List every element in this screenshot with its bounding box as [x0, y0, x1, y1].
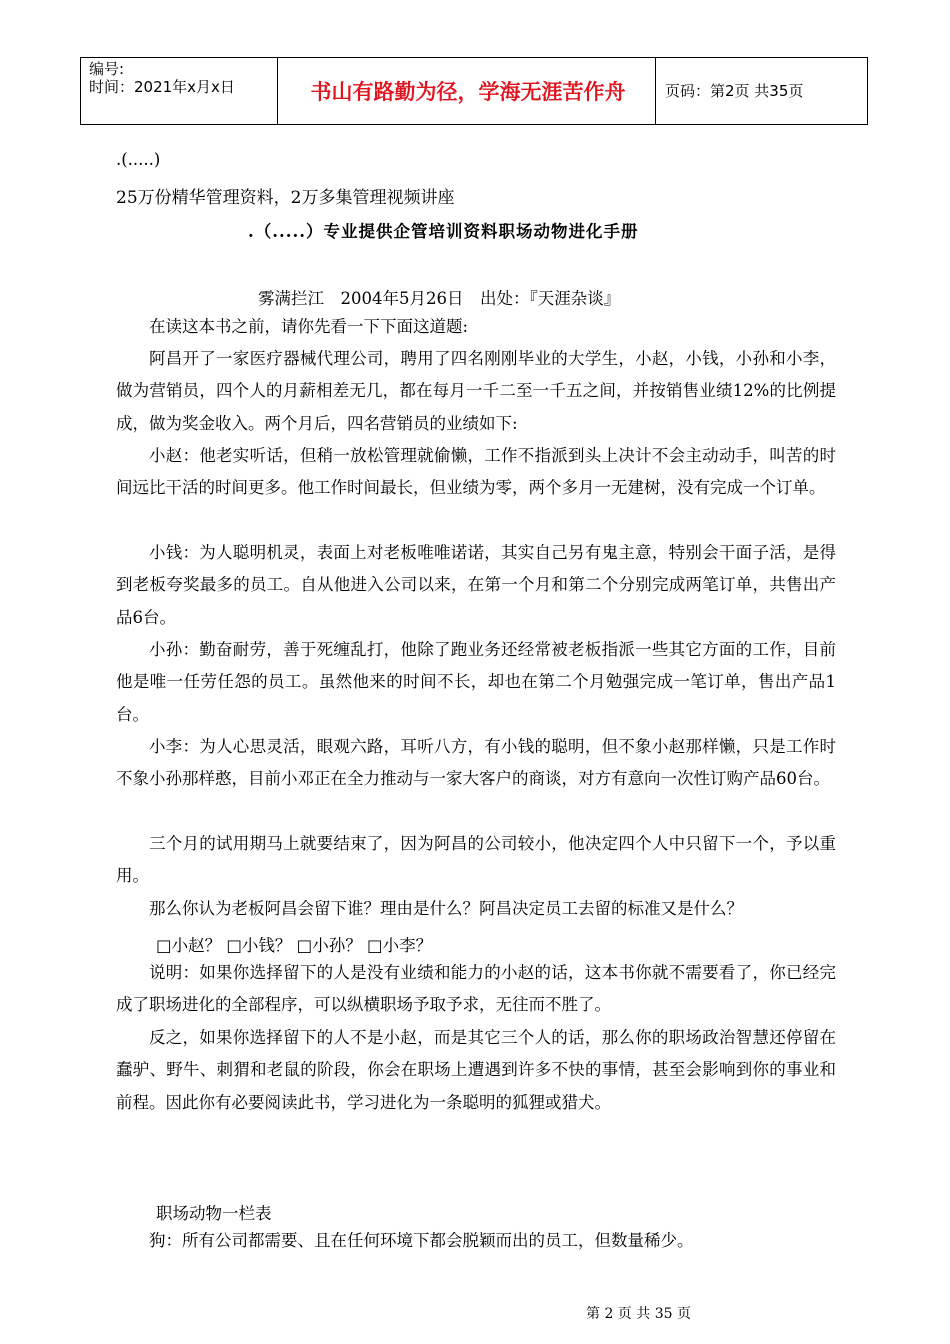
dots-line: .(.....) — [116, 150, 161, 169]
header-motto: 书山有路勤为径，学海无涯苦作舟 — [310, 80, 626, 104]
paragraph-xiao-qian: 小钱：为人聪明机灵，表面上对老板唯唯诺诺，其实自己另有鬼主意，特别会干面子活，是得到老板夸奖最多的员工。自从他进入公司以来，在第一个月和第二个分别完成两笔订单，共售出产品6台。 — [116, 543, 836, 627]
paragraph-intro: 在读这本书之前，请你先看一下下面这道题: — [149, 317, 469, 336]
section-heading-animal-list: 职场动物一栏表 — [156, 1204, 272, 1223]
time-label: 时间：2021年x月x日 — [89, 78, 235, 96]
paragraph-explanation: 说明：如果你选择留下的人是没有业绩和能力的小赵的话，这本书你就不需要看了，你已经完成了职场进化的全部程序，可以纵横职场予取予求，无往而不胜了。 — [116, 963, 836, 1015]
serial-label: 编号: — [89, 60, 125, 78]
header-divider — [655, 58, 656, 124]
paragraph-question: 那么你认为老板阿昌会留下谁？理由是什么？阿昌决定员工去留的标准又是什么？ — [149, 899, 743, 918]
promo-line: 25万份精华管理资料，2万多集管理视频讲座 — [116, 188, 455, 208]
page-footer: 第 2 页 共 35 页 — [586, 1306, 691, 1322]
header-divider — [277, 58, 278, 124]
document-title: .（.....）专业提供企管培训资料职场动物进化手册 — [248, 222, 639, 241]
paragraph-xiao-li: 小李：为人心思灵活，眼观六路，耳听八方，有小钱的聪明，但不象小赵那样懒，只是工作时不象小孙那样憨，目前小邓正在全力推动与一家大客户的商谈，对方有意向一次性订购产品60台。 — [116, 737, 836, 789]
byline: 雾满拦江 2004年5月26日 出处：『天涯杂谈』 — [258, 289, 621, 308]
header-left-cell — [89, 60, 235, 96]
choice-options: □小赵？ □小钱？ □小孙？ □小李？ — [156, 936, 433, 955]
paragraph-xiao-sun: 小孙：勤奋耐劳，善于死缠乱打，他除了跑业务还经常被老板指派一些其它方面的工作，目前他是唯一任劳任怨的员工。虽然他来的时间不长，却也在第二个月勉强完成一笔订单，售出产品1台。 — [116, 640, 836, 724]
header-table — [80, 57, 868, 125]
paragraph-scenario: 阿昌开了一家医疗器械代理公司，聘用了四名刚刚毕业的大学生，小赵，小钱，小孙和小李，做为营销员，四个人的月薪相差无几，都在每月一千二至一千五之间，并按销售业绩12%的比例提成，做为奖金收入。两个月后，四名营销员的业绩如下: — [116, 349, 836, 433]
paragraph-xiao-zhao: 小赵：他老实听话，但稍一放松管理就偷懒，工作不指派到头上决计不会主动动手，叫苦的时间远比干活的时间更多。他工作时间最长，但业绩为零，两个多月一无建树，没有完成一个订单。 — [116, 446, 836, 498]
paragraph-trial-period: 三个月的试用期马上就要结束了，因为阿昌的公司较小，他决定四个人中只留下一个，予以重用。 — [116, 834, 836, 886]
paragraph-dog: 狗：所有公司都需要、且在任何环境下都会脱颖而出的员工，但数量稀少。 — [149, 1231, 694, 1250]
paragraph-conversely: 反之，如果你选择留下的人不是小赵，而是其它三个人的话，那么你的职场政治智慧还停留在蠢驴、野牛、刺猬和老鼠的阶段，你会在职场上遭遇到许多不快的事情，甚至会影响到你的事业和前程。因此你有必要阅读此书，学习进化为一条聪明的狐狸或猎犬。 — [116, 1028, 836, 1112]
header-page-info: 页码：第2页 共35页 — [665, 82, 804, 100]
